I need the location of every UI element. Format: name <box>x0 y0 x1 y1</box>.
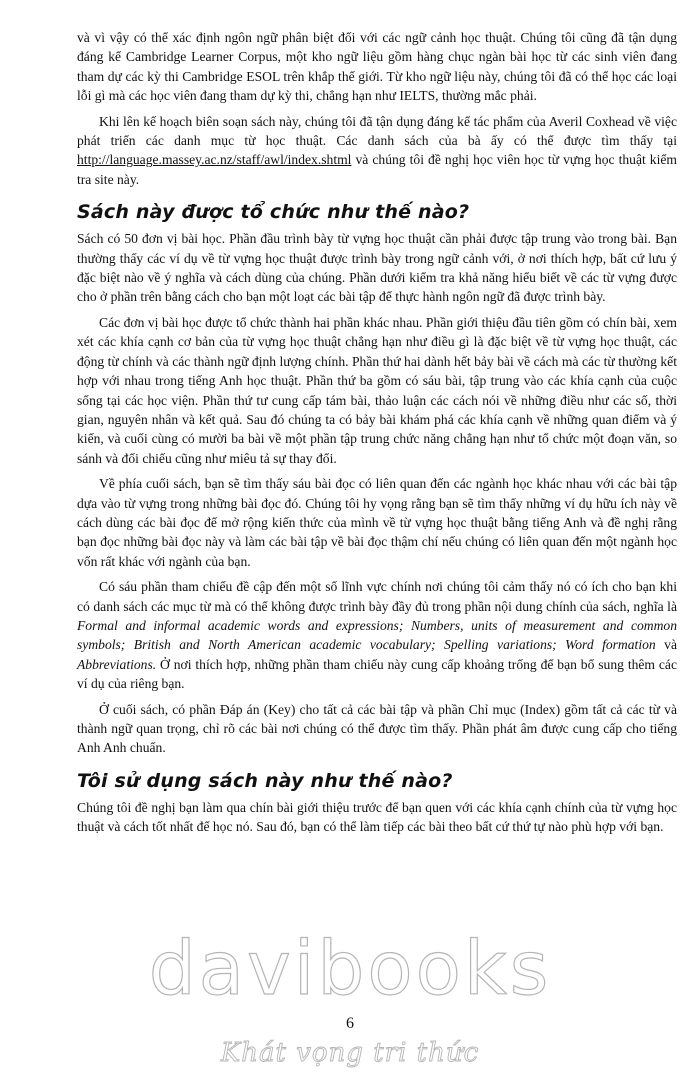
page-number: 6 <box>346 1015 354 1032</box>
intro-paragraph-2-text-b: và chúng tôi đề nghị học viên học từ vựng học thuật kiểm tra site này. <box>77 152 677 187</box>
reference-sections-list: Formal and informal academic words and expressions; Numbers, units of measurement and common symbols; British and North American academic vocabulary; Spelling variations; Word formation <box>77 617 677 653</box>
organization-paragraph-4-text-b: Ở nơi thích hợp, những phần tham chiếu này cung cấp khoảng trống để bạn bổ sung thêm các ví dụ của riêng bạn. <box>77 656 677 692</box>
watermark-tagline: Khát vọng tri thức <box>220 1038 480 1068</box>
organization-paragraph-2: Các đơn vị bài học được tổ chức thành hai phần khác nhau. Phần giới thiệu đầu tiên gồm có chín bài, xem xét các khía cạnh cơ bản của từ vựng học thuật chẳng hạn như điều gì là đặc biệt về từ vựng học thuật, các động từ chính và các thành ngữ định lượng chính. Phần thứ hai dành hết bảy bài về cách mà các từ thường kết hợp với nhau trong tiếng Anh học thuật. Phần thứ ba gồm có sáu bài, tập trung vào các khía cạnh của cuộc sống tại các học viện. Phần thứ tư cung cấp tám bài, thảo luận các cách nói về những điều như các số, thời gian, nguyên nhân và kết quả. Sau đó chúng ta có bảy bài khám phá các khía cạnh về những quan điểm và ý kiến, và cuối cùng có mười ba bài về một phần tập trung chức năng chẳng hạn như tổ chức một đoạn văn, so sánh và đối chiếu cũng như miêu tả sự thay đổi. <box>77 314 677 466</box>
organization-paragraph-1: Sách có 50 đơn vị bài học. Phần đầu trình bày từ vựng học thuật cần phải được tập trung vào trong bài. Bạn thường thấy các ví dụ về từ vựng học thuật được trình bày trong ngữ cảnh với, ở nơi thích hợp, bất cứ lưu ý đặc biệt nào về ý nghĩa và cách dùng của chúng. Phần dưới kiểm tra khả năng hiểu biết về các từ vựng được cho ở phần trên bằng cách cho bạn một loạt các bài tập để thực hành ngôn ngữ đã được trình bày. <box>77 231 677 305</box>
usage-paragraph-1: Chúng tôi đề nghị bạn làm qua chín bài giới thiệu trước để bạn quen với các khía cạnh chính của từ vựng học thuật và cách tốt nhất để học nó. Sau đó, bạn có thể làm tiếp các bài theo bất cứ thứ tự nào phù hợp với bạn. <box>77 799 677 835</box>
watermark-logo: davibooks <box>148 926 552 1012</box>
page-body <box>77 28 677 843</box>
organization-paragraph-3: Về phía cuối sách, bạn sẽ tìm thấy sáu bài đọc có liên quan đến các ngành học khác nhau với các bài tập dựa vào từ vựng trong những bài đọc đó. Chúng tôi hy vọng rằng bạn sẽ tìm thấy những ví dụ hữu ích này về cách dùng các bài đọc để mở rộng kiến thức của mình về từ vựng học thuật bằng tiếng Anh và đề nghị rằng bạn đọc những bài đọc này và làm các bài tập về bài đọc thậm chí nếu chúng có liên quan đến một ngành học vốn rất khác với ngành của bạn. <box>77 476 677 569</box>
organization-paragraph-5: Ở cuối sách, có phần Đáp án (Key) cho tất cả các bài tập và phần Chỉ mục (Index) gồm tất cả các từ và thành ngữ quan trọng, chỉ rõ các bài nơi chúng có thể được tìm thấy. Phần phát âm được cung cấp cho tiếng Anh Anh chuẩn. <box>77 701 677 756</box>
organization-paragraph-4-and: và <box>655 637 677 653</box>
intro-paragraph-2 <box>77 112 677 190</box>
intro-paragraph-2-text-a: Khi lên kế hoạch biên soạn sách này, chúng tôi đã tận dụng đáng kể tác phẩm của Averil Coxhead về việc phát triển các danh mục từ học thuật. Các danh sách của bà ấy có thể được tìm thấy tại <box>77 113 677 149</box>
section-heading-organization: Sách này được tổ chức như thế nào? <box>77 201 470 224</box>
intro-paragraph-1: và vì vậy có thể xác định ngôn ngữ phân biệt đối với các ngữ cảnh học thuật. Chúng tôi cũng đã tận dụng đáng kể Cambridge Learner Corpus, một kho ngữ liệu gồm hàng chục ngàn bài học từ các sinh viên đang tham dự các kỳ thi Cambridge ESOL trên khắp thế giới. Từ kho ngữ liệu này, chúng tôi đã có thể học các loại lỗi gì mà các học viên đang tham dự kỳ thi, chẳng hạn như IELTS, thường mắc phải. <box>77 30 677 104</box>
awl-link[interactable]: http://language.massey.ac.nz/staff/awl/index.shtml <box>77 152 352 168</box>
reference-abbreviations: Abbreviations. <box>77 656 157 672</box>
organization-paragraph-4 <box>77 577 677 693</box>
section-heading-usage: Tôi sử dụng sách này như thế nào? <box>77 769 453 792</box>
organization-paragraph-4-text-a: Có sáu phần tham chiếu đề cập đến một số lĩnh vực chính nơi chúng tôi cảm thấy nó có ích cho bạn khi có danh sách các mục từ mà có thể không được trình bày đầy đủ trong phần nội dung chính của sách, nghĩa là <box>77 579 677 614</box>
